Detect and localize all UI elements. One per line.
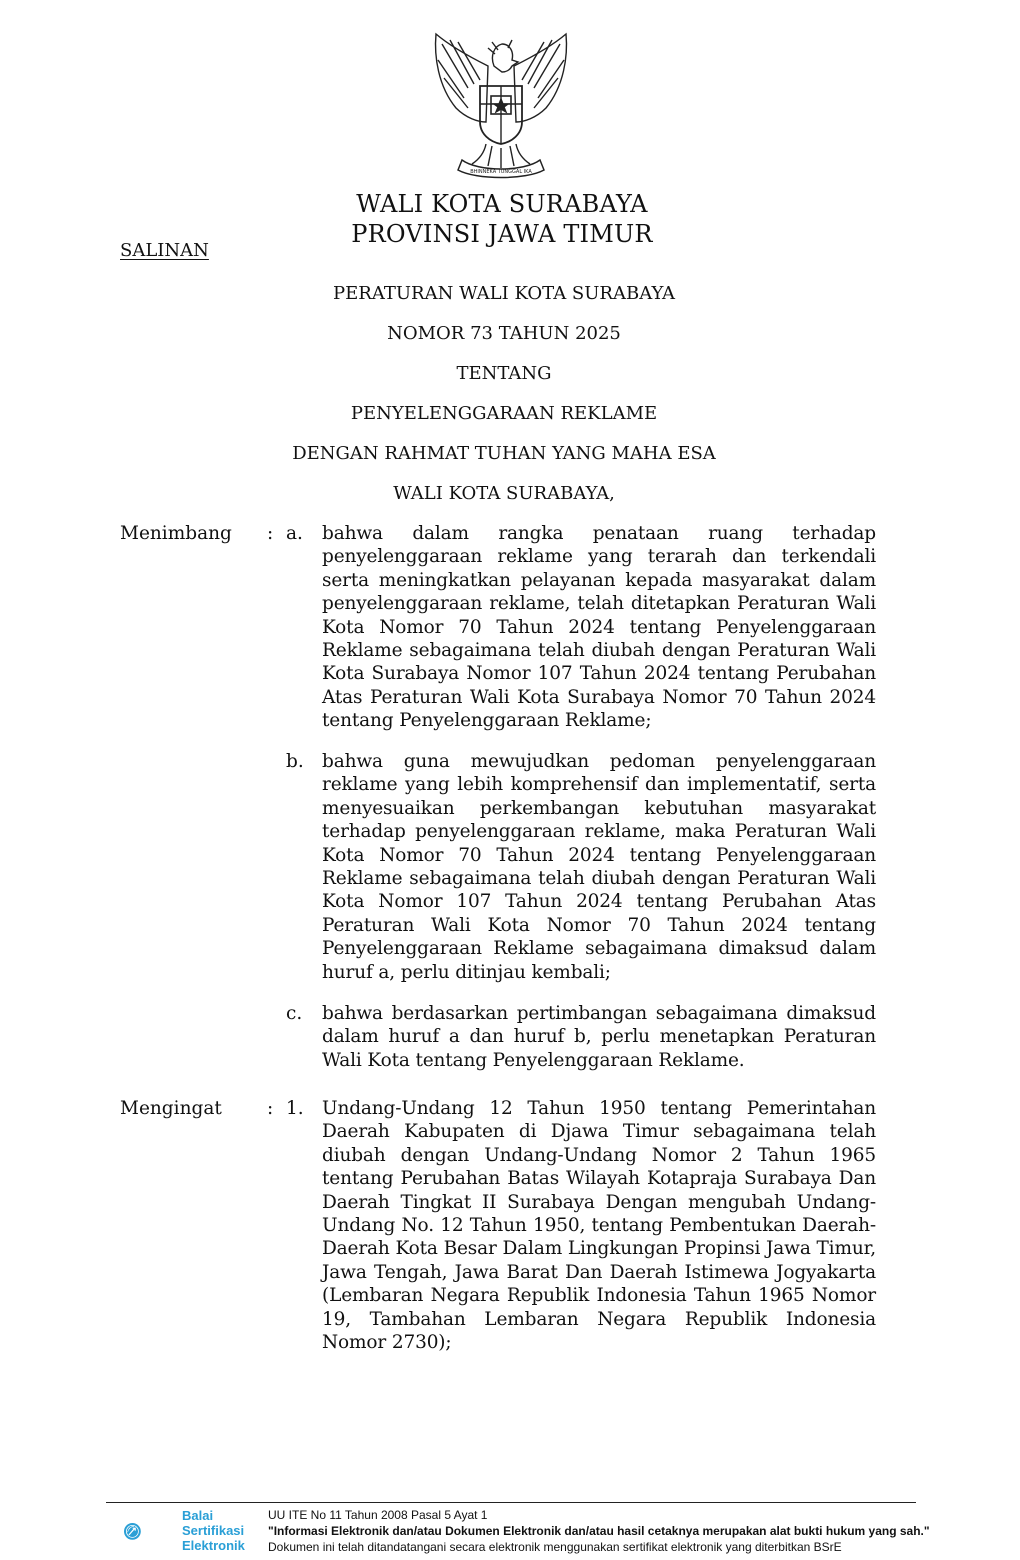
menimbang-item-b: bahwa guna mewujudkan pedoman penyelenggaraan reklame yang lebih komprehensif dan implementatif, serta menyesuaikan perkembangan kebutuhan masyarakat terhadap penyelenggaraan reklame, maka Peraturan Wali Kota Nomor 70 Tahun 2024 tentang Penyelenggaraan Reklame sebagaimana telah diubah dengan Peraturan Wali Kota Nomor 107 Tahun 2024 tentang Perubahan Atas Peraturan Wali Kota Nomor 70 Tahun 2024 tentang Penyelenggaraan Reklame sebagaimana dimaksud dalam huruf a, perlu ditinjau kembali; [322,751,876,983]
regulation-number: NOMOR 73 TAHUN 2025 [387,323,621,344]
footer-signature-note: Dokumen ini telah ditandatangani secara elektronik menggunakan sertifikat elektronik yang diterbitkan BSrE [268,1540,842,1554]
menimbang-marker-c: c. [286,1003,303,1024]
bsre-logo-icon [122,1506,178,1556]
copy-mark: SALINAN [120,240,209,261]
menimbang-label: Menimbang [120,523,232,544]
regulation-authority: WALI KOTA SURABAYA, [393,483,615,504]
garuda-emblem-icon [428,26,574,180]
mengingat-item-1: Undang-Undang 12 Tahun 1950 tentang Pemerintahan Daerah Kabupaten di Djawa Timur sebagaimana telah diubah dengan Undang-Undang Nomor 2 Tahun 1965 tentang Perubahan Batas Wilayah Kotapraja Surabaya Dan Daerah Tingkat II Surabaya Dengan mengubah Undang-Undang No. 12 Tahun 1950, tentang Pembentukan Daerah-Daerah Kota Besar Dalam Lingkungan Propinsi Jawa Timur, Jawa Tengah, Jawa Barat Dan Daerah Istimewa Jogyakarta (Lembaran Negara Republik Indonesia Tahun 1965 Nomor 19, Tambahan Lembaran Negara Republik Indonesia Nomor 2730); [322,1098,876,1354]
footer-divider [106,1502,916,1503]
bsre-line-1: Balai [182,1508,214,1523]
bsre-logo-text [182,1508,245,1553]
emblem-motto: BHINNEKA TUNGGAL IKA [470,169,532,175]
menimbang-item-c: bahwa berdasarkan pertimbangan sebagaimana dimaksud dalam huruf a dan huruf b, perlu menetapkan Peraturan Wali Kota tentang Penyelenggaraan Reklame. [322,1003,876,1071]
issuer-province: PROVINSI JAWA TIMUR [351,220,653,248]
mengingat-colon: : [267,1098,274,1119]
menimbang-item-a: bahwa dalam rangka penataan ruang terhadap penyelenggaraan reklame yang terarah dan terkendali serta meningkatkan pelayanan kepada masyarakat dalam penyelenggaraan reklame, telah ditetapkan Peraturan Wali Kota Nomor 70 Tahun 2024 tentang Penyelenggaraan Reklame sebagaimana telah diubah dengan Peraturan Wali Kota Surabaya Nomor 107 Tahun 2024 tentang Perubahan Atas Peraturan Wali Kota Surabaya Nomor 70 Tahun 2024 tentang Penyelenggaraan Reklame; [322,523,876,732]
mengingat-marker-1: 1. [286,1098,304,1119]
footer-law: UU ITE No 11 Tahun 2008 Pasal 5 Ayat 1 [268,1508,488,1522]
regulation-blessing: DENGAN RAHMAT TUHAN YANG MAHA ESA [292,443,716,464]
menimbang-marker-a: a. [286,523,303,544]
regulation-subject: PENYELENGGARAAN REKLAME [350,403,658,424]
footer-quote: "Informasi Elektronik dan/atau Dokumen Elektronik dan/atau hasil cetaknya merupakan alat bukti hukum yang sah." [268,1524,930,1538]
menimbang-marker-b: b. [286,751,304,772]
mengingat-label: Mengingat [120,1098,222,1119]
bsre-line-2: Sertifikasi [182,1523,245,1538]
issuer-title: WALI KOTA SURABAYA [356,190,648,218]
menimbang-colon: : [267,523,274,544]
regulation-about: TENTANG [456,363,552,384]
bsre-line-3: Elektronik [182,1538,245,1553]
regulation-title: PERATURAN WALI KOTA SURABAYA [333,283,675,304]
